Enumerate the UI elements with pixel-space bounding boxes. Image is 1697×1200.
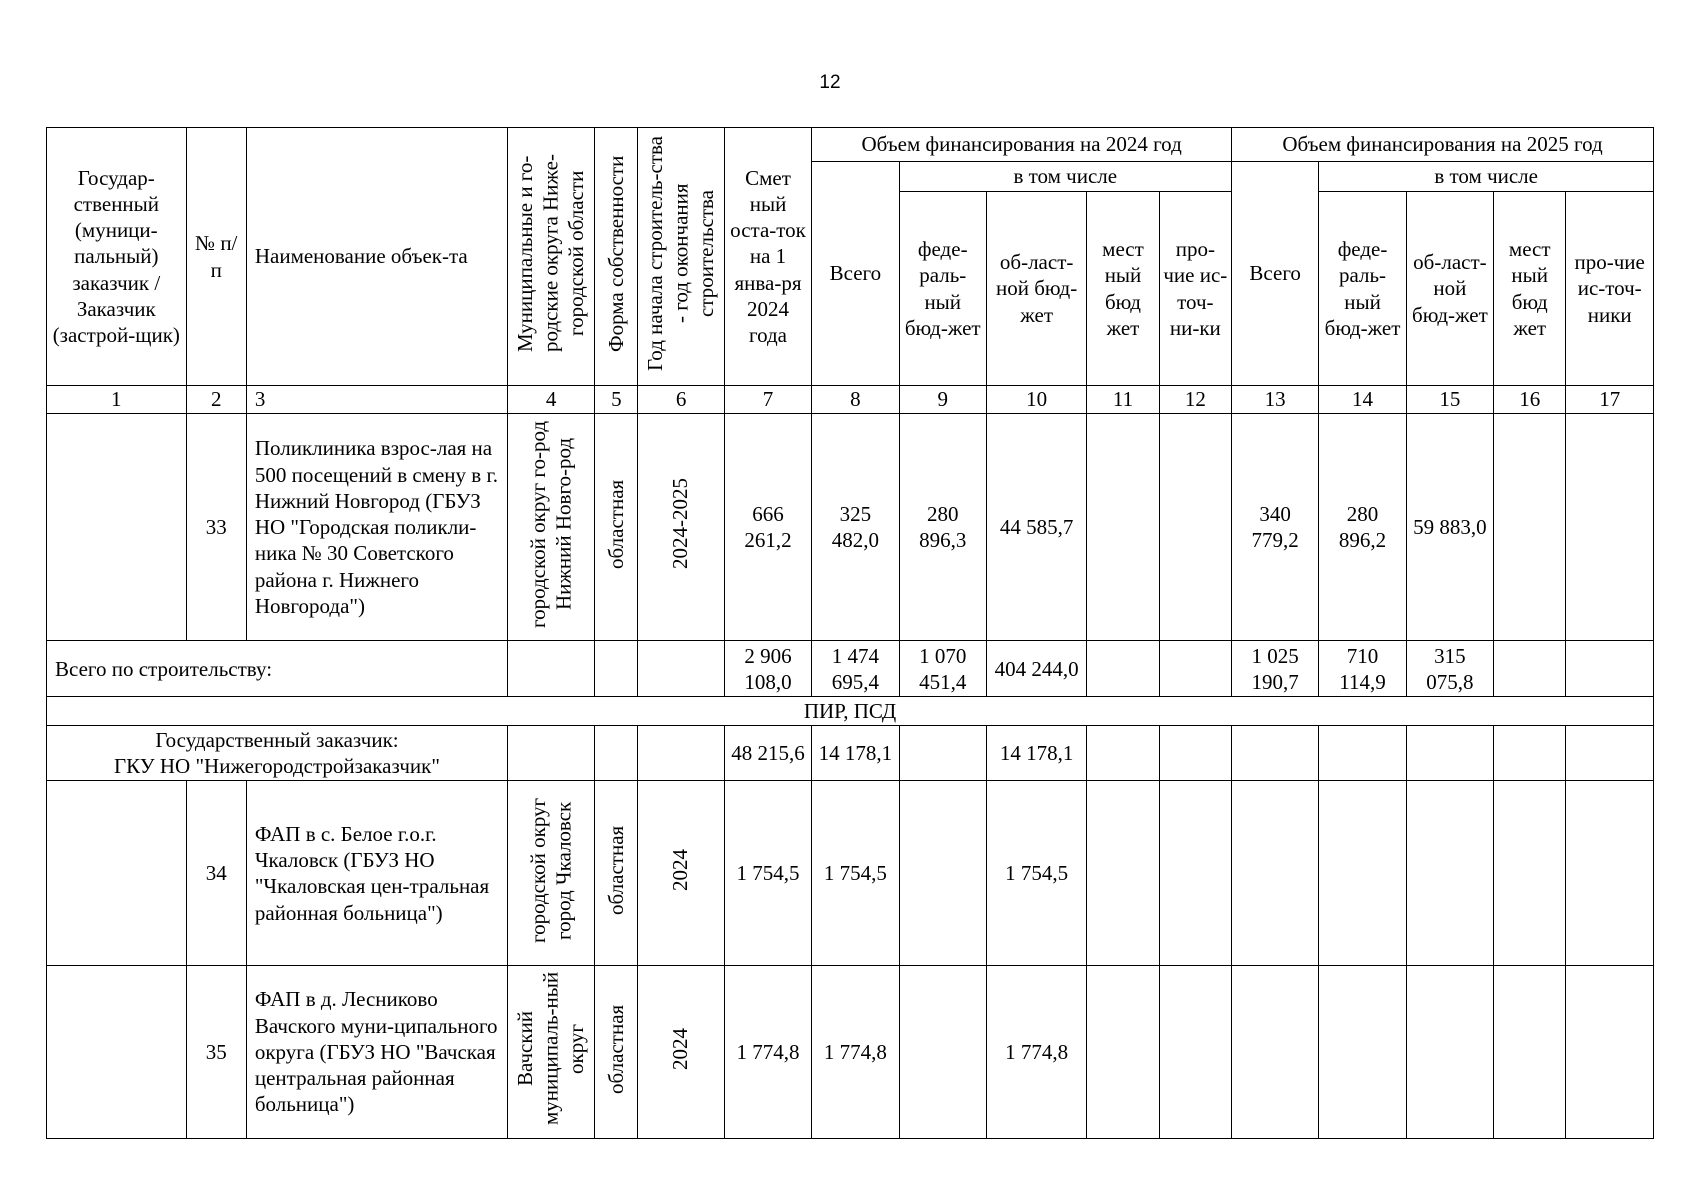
total-2025: 340 779,2 [1232,414,1319,641]
col-number: 6 [638,386,724,414]
total-construction-row [47,641,1654,697]
ownership: областная [595,781,638,966]
col-number: 8 [812,386,899,414]
col-number: 14 [1319,386,1406,414]
hdr-fin2024: Объем финансирования на 2024 год [812,128,1232,162]
col-number: 13 [1232,386,1319,414]
hdr-customer: Государ-ственный (муници-пальный) заказчик / Заказчик (застрой-щик) [47,128,187,386]
total-label: Всего по строительству: [47,641,508,697]
ownership: областная [595,966,638,1138]
hdr-federal-2024: феде-раль-ный бюд-жет [899,192,986,386]
page-number: 12 [819,72,841,93]
hdr-estimate: Смет ный оста-ток на 1 янва-ря 2024 года [724,128,811,386]
municipality: городской округ город Чкаловск [507,781,594,966]
col-number: 17 [1566,386,1654,414]
col-number: 2 [186,386,246,414]
col-number: 4 [507,386,594,414]
col-number: 16 [1494,386,1566,414]
customer-regional-2024: 14 178,1 [986,726,1086,781]
col-number: 1 [47,386,187,414]
hdr-object-name: Наименование объек-та [246,128,507,386]
hdr-other-2025: про-чие ис-точ-ники [1566,192,1654,386]
ownership: областная [595,414,638,641]
object-name: ФАП в д. Лесниково Вачского муни-ципального округа (ГБУЗ НО "Вачская центральная районная больница") [246,966,507,1138]
total-estimate: 2 906 108,0 [724,641,811,697]
total-2025: 1 025 190,7 [1232,641,1319,697]
municipality: Вачский муниципаль-ный округ [507,966,594,1138]
hdr-regional-2025: об-ласт-ной бюд-жет [1406,192,1493,386]
row-number: 35 [186,966,246,1138]
hdr-num: № п/п [186,128,246,386]
total-federal-2025: 710 114,9 [1319,641,1406,697]
estimate: 1 754,5 [724,781,811,966]
table-row [47,966,1654,1138]
col-number: 7 [724,386,811,414]
total-2024: 1 774,8 [812,966,899,1138]
total-regional-2024: 404 244,0 [986,641,1086,697]
row-number: 33 [186,414,246,641]
total-2024: 325 482,0 [812,414,899,641]
hdr-federal-2025: феде-раль-ный бюд-жет [1319,192,1406,386]
hdr-ownership: Форма собственности [595,128,638,386]
col-number: 15 [1406,386,1493,414]
col-number: 12 [1159,386,1231,414]
col-number: 3 [246,386,507,414]
row-number: 34 [186,781,246,966]
hdr-local-2024: мест ный бюд жет [1087,192,1159,386]
estimate: 1 774,8 [724,966,811,1138]
state-customer-label: Государственный заказчик: ГКУ НО "Нижегородстройзаказчик" [47,726,508,781]
section-row [47,697,1654,726]
regional-2025: 59 883,0 [1406,414,1493,641]
regional-2024: 1 774,8 [986,966,1086,1138]
hdr-including-2025: в том числе [1319,162,1654,192]
object-name: Поликлиника взрос-лая на 500 посещений в смену в г. Нижний Новгород (ГБУЗ НО "Городская поликли-ника № 30 Советского района г. Нижнего Новгорода") [246,414,507,641]
estimate: 666 261,2 [724,414,811,641]
section-title: ПИР, ПСД [47,697,1654,726]
hdr-total-2024: Всего [812,162,899,386]
customer-total-2024: 14 178,1 [812,726,899,781]
municipality: городской округ го-род Нижний Новго-род [507,414,594,641]
hdr-including-2024: в том числе [899,162,1231,192]
total-federal-2024: 1 070 451,4 [899,641,986,697]
customer-estimate: 48 215,6 [724,726,811,781]
federal-2025: 280 896,2 [1319,414,1406,641]
hdr-municipality: Муниципальные и го-родские округа Ниже-городской области [507,128,594,386]
hdr-local-2025: мест ный бюд жет [1494,192,1566,386]
table-row [47,414,1654,641]
hdr-regional-2024: об-ласт-ной бюд-жет [986,192,1086,386]
total-2024: 1 754,5 [812,781,899,966]
col-number: 5 [595,386,638,414]
table-row [47,781,1654,966]
col-number: 10 [986,386,1086,414]
state-customer-row [47,726,1654,781]
total-regional-2025: 315 075,8 [1406,641,1493,697]
col-number: 9 [899,386,986,414]
regional-2024: 44 585,7 [986,414,1086,641]
hdr-fin2025: Объем финансирования на 2025 год [1232,128,1654,162]
hdr-other-2024: про-чие ис-точ-ни-ки [1159,192,1231,386]
years: 2024-2025 [638,414,724,641]
total-2024: 1 474 695,4 [812,641,899,697]
hdr-years: Год начала строитель-ства - год окончания строительства [638,128,724,386]
hdr-total-2025: Всего [1232,162,1319,386]
federal-2024: 280 896,3 [899,414,986,641]
object-name: ФАП в с. Белое г.о.г. Чкаловск (ГБУЗ НО "Чкаловская цен-тральная районная больница") [246,781,507,966]
col-number: 11 [1087,386,1159,414]
years: 2024 [638,781,724,966]
years: 2024 [638,966,724,1138]
regional-2024: 1 754,5 [986,781,1086,966]
financing-table [46,127,1654,1139]
column-number-row [47,386,1654,414]
